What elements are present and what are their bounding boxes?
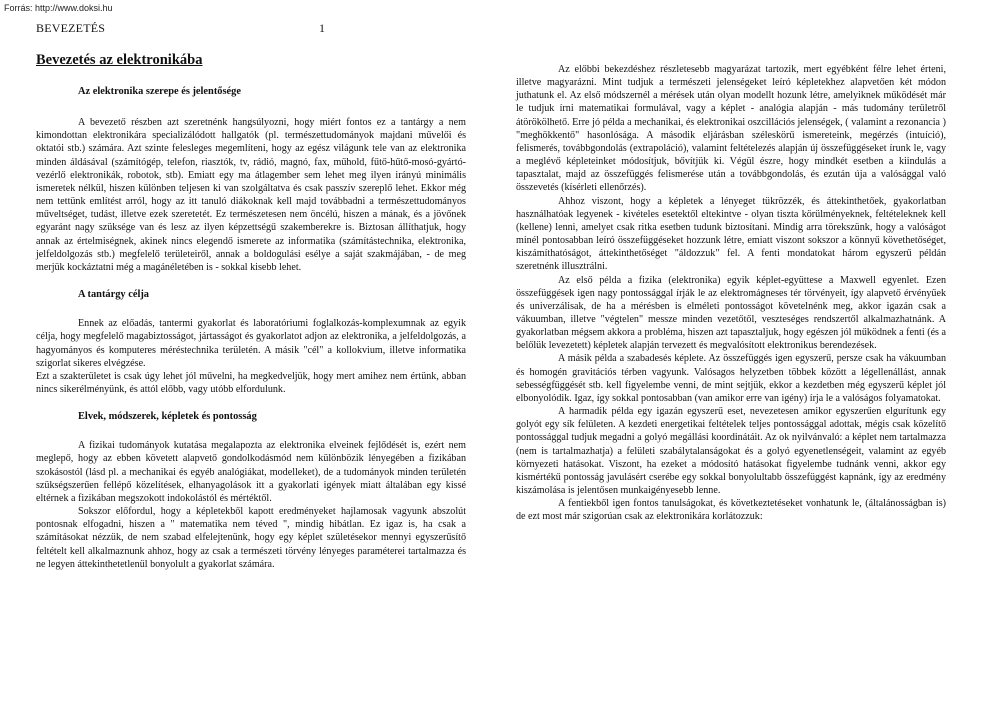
paragraph: Ahhoz viszont, hogy a képletek a lényeget tükrözzék, és áttekinthetőek, gyakorlatban használhatóak legyenek - kivételes esetektől eltekintve - olyan tiszta körülményeknek, feltételeknek kell (kellene) lenni, amelyet csak ritka esetben tudunk biztosítani. Mindig arra törekszünk, hogy a valóságot minél pontosabban leíró összefüggéseket hozzunk létre, emiatt viszont sokszor a könnyű követhetőséget, kiszámíthatóságot, áttekinthetőséget "áldozzuk" fel. A fenti mondatokat három egyszerű példán szeretnénk illusztrálni. bbox=[516, 195, 946, 273]
document-title: Bevezetés az elektronikába bbox=[36, 52, 203, 68]
paragraph: Az első példa a fizika (elektronika) egyik képlet-együttese a Maxwell egyenlet. Ezen összefüggések igen nagy pontossággal írják le az elektromágneses tér törvényeit, így alapvető érvényűek és univerzálisak, de ha a mérésben is elméleti pontosságot követelnénk meg, akkor igazán csak a vákuumban, illetve "végtelen" messze minden vezetőtől, veszteséges rendszertől alkalmazhatnánk. A gyakorlatban mégsem akkora a probléma, hiszen azt tapasztaljuk, hogy egészen jól működnek a fenti (és a belőlük levezetett) képletek alapján tervezett és megvalósított elektronikus berendezések. bbox=[516, 274, 946, 352]
subtitle-role: Az elektronika szerepe és jelentősége bbox=[78, 86, 241, 97]
right-column bbox=[516, 63, 946, 523]
paragraph: Ennek az előadás, tantermi gyakorlat és laboratóriumi foglalkozás-komplexumnak az egyik célja, hogy megfelelő magabiztosságot, jártasságot és gyakorlatot adjon az elektronika, a jelfeldolgozás, a hagyományos és komputeres méréstechnika területén. A másik "cél" a kollokvium, illetve informatika szigorlat sikeres elvégzése. bbox=[36, 318, 466, 369]
paragraph: A fizikai tudományok kutatása megalapozta az elektronika elveinek fejlődését is, ezért nem meglepő, hogy az ebben követett alapvető gondolkodásmód nem különbözik lényegében a fizikában szokásostól (lásd pl. a mechanikai és egyéb analógiákat, modelleket), de a tudományok minden területén szükségszerűen fellépő közelítések, elhanyagolások itt a gyakorlati igények miatt általában egy kissé eltérnek a fizikában megszokott indokolástól és mértéktől. bbox=[36, 440, 466, 504]
section-heading-goal: A tantárgy célja bbox=[78, 289, 149, 301]
running-header bbox=[36, 21, 466, 36]
source-note: Forrás: http://www.doksi.hu bbox=[4, 3, 113, 13]
paragraph: A fentiekből igen fontos tanulságokat, és következtetéseket vonhatunk le, (általánosságban is) de ezt most már szigorúan csak az elektronikára korlátozzuk: bbox=[516, 498, 946, 523]
paragraph: A bevezető részben azt szeretnénk hangsúlyozni, hogy miért fontos ez a tantárgy a nem kimondottan elektronikára specializálódott hallgatók (pl. természettudományok majdani művelői és oktatói stb.) számára. Azt szinte felesleges megemlíteni, hogy az egész világunk tele van az elektronika minden áldásával (számítógép, telefon, riasztók, tv, rádió, magnó, fax, műhold, fűtő-hűtő-mosó-gyártó-vezérlő elektronikák, robotok, stb). Emiatt egy ma átlagember sem lehet meg ilyen irányú minimális ismeretek nélkül, hiszen különben teljesen ki van szolgáltatva és csak passzív szereplő lehet. Ekkor még nem tettünk említést arról, hogy az itt tanuló diákoknak kell majd továbbadni a természettudományos műveltséget, tudást, illetve ezek szeretetét. Ez természetesen nem öncélú, hiszen a mának, és a jövőnek egyaránt nagy szüksége van és lesz az ilyen képzettségű szakemberekre is. Biztosan állíthatjuk, hogy annak az értelmiségnek, akinek nincs elegendő ismerete az informatika (számítástechnika, elektronika, jelfeldolgozás stb.) megfelelő területeiről, annak a boldogulási esélye a saját szakmájában, - de meg merjük kockáztatni még a magánéletében is - sokkal kisebb lehet. bbox=[36, 117, 466, 273]
left-column bbox=[36, 51, 466, 571]
paragraph: A harmadik példa egy igazán egyszerű eset, nevezetesen amikor egyszerűen elgurítunk egy golyót egy sík felületen. A kezdeti energetikai feltételek teljes pontossággal adottak, mégis csak közelítő pontossággal tudjuk megadni a golyó megállási koordinátáit. Az ok nyilvánvaló: a képlet nem tartalmazza (nem is tartalmazhatja) a felületi szabálytalanságokat és a golyó egyenetlenségeit, valamint az egyéb környezeti hatásokat. Viszont, ha ezeket a módosító hatásokat figyelembe tudnánk venni, akkor egy kismértékű pontosság javulásért cserébe egy sokkal bonyolultabb összefüggést kapnánk, így az eredmény kiszámolása is jelentősen munkaigényesebb lenne. bbox=[516, 406, 946, 496]
chapter-label: BEVEZETÉS bbox=[36, 21, 106, 35]
page-number: 1 bbox=[319, 21, 326, 35]
paragraph: Ezt a szakterületet is csak úgy lehet jól művelni, ha megkedveljük, hogy mert amihez nem értünk, abban nincs sikerélményünk, és attól előbb, vagy utóbb elfordulunk. bbox=[36, 370, 466, 395]
paragraph: Az előbbi bekezdéshez részletesebb magyarázat tartozik, mert egyébként félre lehet érteni, illetve magyarázni. Mint tudjuk a természeti jelenségeket leíró képletekhez alapvetően két módon juthatunk el. Az első módszernél a mérések után olyan modellt hozunk létre, amelyiknek működését már le tudjuk írni matematikai formulával, vagy a képlet - analógia alapján - más tudomány területről átörökölhető. Erre jó példa a mechanikai, és elektronikai oszcillációs jelenségek, ( valamint a rezonancia ) "meghökkentő" hasonlósága. A második eljárásban széleskörű ismereteink, megérzés (intuíció), felismerés, továbbgondolás (extrapoláció), valamint feltételezés alapján új összefüggéseket írunk le, vagy a meglévő képleteinket módosítjuk, bővítjük ki. Végül észre, hogy mindkét esetben a kiindulás a tapasztalat, majd az összefüggés felismerése után a továbbgondolás, és ezután úja a valósággal való összevetés (kísérleti ellenőrzés). bbox=[516, 64, 946, 194]
paragraph: Sokszor előfordul, hogy a képletekből kapott eredményeket hajlamosak vagyunk abszolút pontosnak elfogadni, hiszen a " matematika nem téved ", mindig hibátlan. Ez igaz is, ha csak a számításokat nézzük, de nem szabad elfelejtenünk, hogy egy képlet születésekor mennyi egyszerűsítő feltételt kell alkalmaznunk ahhoz, hogy az csak a természeti törvény lényeges paraméterei tartalmazza és ne legyen áttekinthetetlenül bonyolult a gyakorlat számára. bbox=[36, 506, 466, 570]
section-heading-principles: Elvek, módszerek, képletek és pontosság bbox=[78, 411, 257, 423]
paragraph: A másik példa a szabadesés képlete. Az összefüggés igen egyszerű, persze csak ha vákuumban és homogén gravitációs térben vagyunk. Valósagos helyzetben többek között a légellenállást, annak sebességfüggését stb. kell figyelembe venni, de mint sejtjük, ekkor a kezdetben még egyszerű képlet jól elbonyolódik. Igaz, így sokkal pontosabban (van amikor erre van igény) írja le a valóságos folyamatokat. bbox=[516, 353, 946, 404]
